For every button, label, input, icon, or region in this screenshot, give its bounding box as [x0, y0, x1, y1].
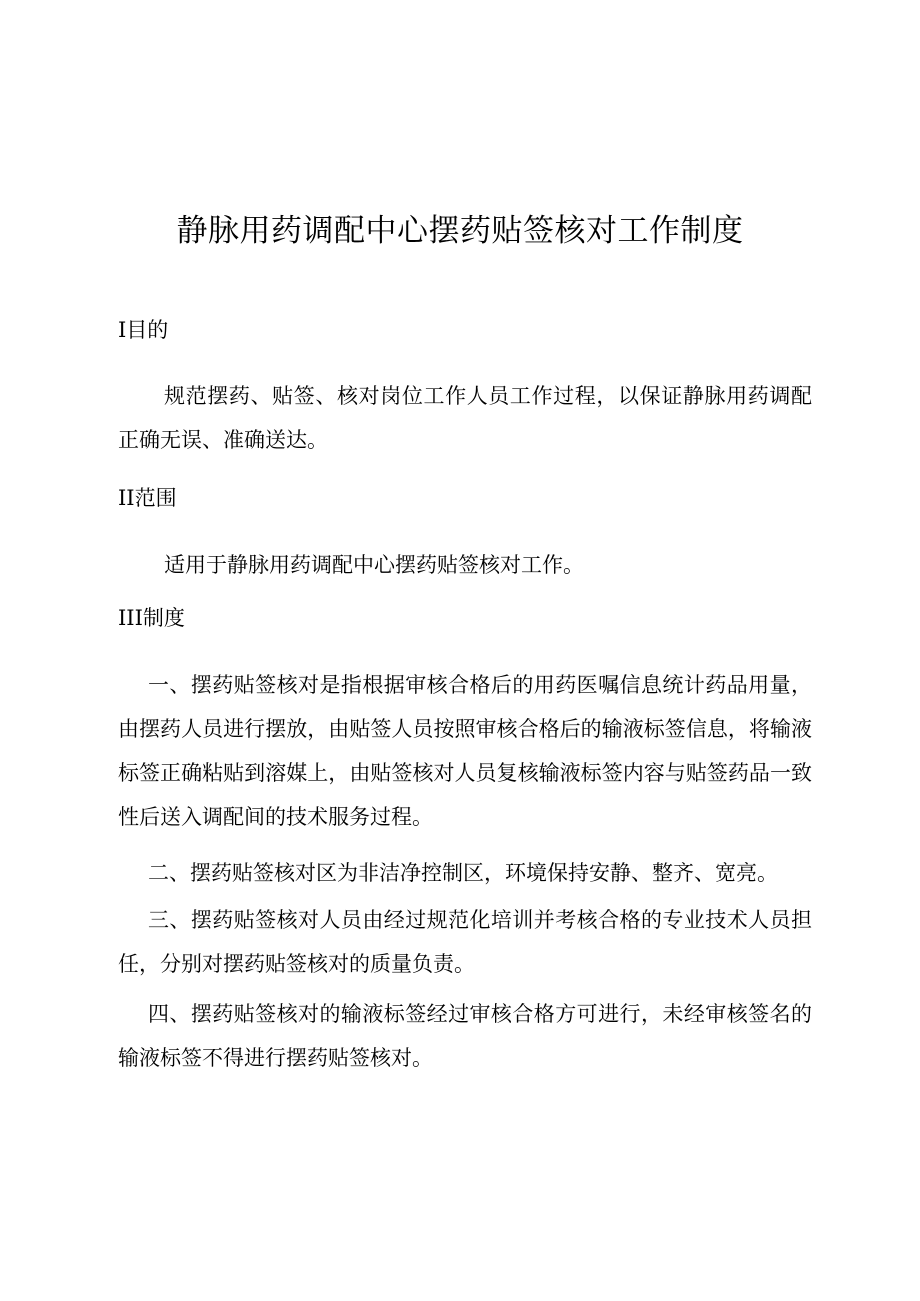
policy-item-2: 二、摆药贴签核对区为非洁净控制区，环境保持安静、整齐、宽亮。 — [148, 861, 778, 885]
policy-item-3: 三、摆药贴签核对人员由经过规范化培训并考核合格的专业技术人员担任，分别对摆药贴签核对的质量负责。 — [118, 908, 812, 976]
section-heading-purpose: I目的 — [118, 318, 169, 342]
policy-item-1: 一、摆药贴签核对是指根据审核合格后的用药医嘱信息统计药品用量，由摆药人员进行摆放，由贴签人员按照审核合格后的输液标签信息，将输液标签正确粘贴到溶媒上，由贴签核对人员复核输液标签内容与贴签药品一致性后送入调配间的技术服务过程。 — [118, 673, 812, 829]
section-heading-scope: II范围 — [118, 486, 177, 510]
section-paragraph-scope: 适用于静脉用药调配中心摆药贴签核对工作。 — [164, 553, 584, 577]
document-title: 静脉用药调配中心摆药贴签核对工作制度 — [176, 213, 744, 249]
section-heading-policy: III制度 — [118, 606, 185, 630]
section-paragraph-purpose: 规范摆药、贴签、核对岗位工作人员工作过程，以保证静脉用药调配正确无误、准确送达。 — [118, 384, 812, 452]
policy-item-4: 四、摆药贴签核对的输液标签经过审核合格方可进行，未经审核签名的输液标签不得进行摆药贴签核对。 — [118, 1002, 812, 1070]
